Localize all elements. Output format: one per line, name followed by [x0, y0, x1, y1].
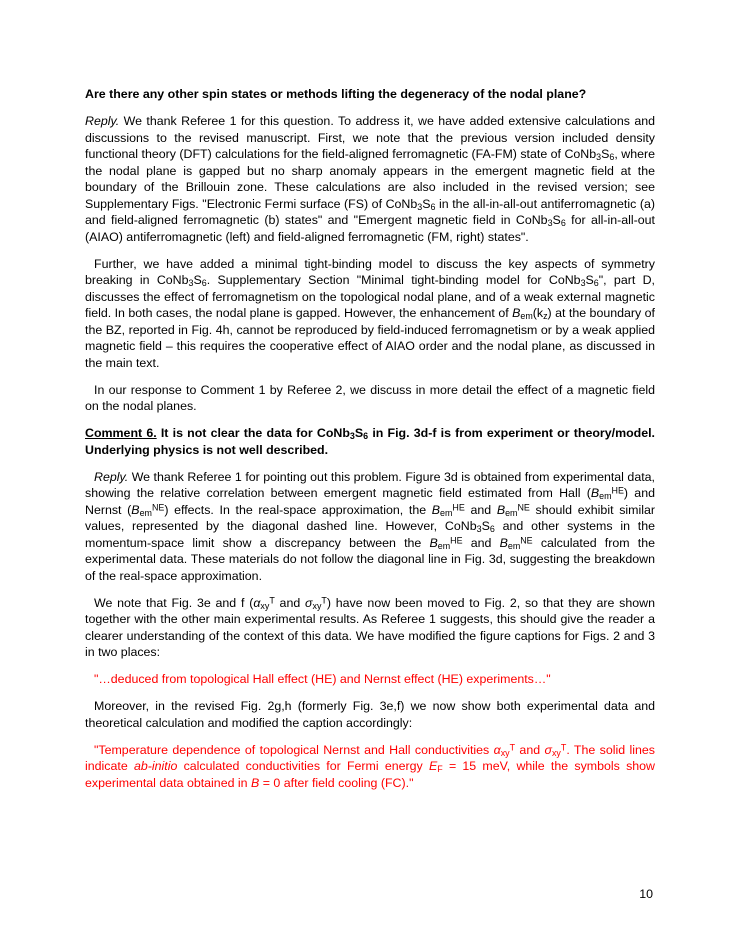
text-run: "…deduced from topological Hall effect (HE) and Nernst effect (HE) experiments…" — [94, 672, 551, 686]
text-run: HE — [611, 485, 624, 496]
text-run: = 0 after field cooling (FC)." — [259, 775, 414, 790]
text-run: em — [507, 540, 521, 551]
text-run: α — [253, 595, 261, 610]
text-run: 3 — [417, 201, 423, 212]
text-run: em — [520, 310, 533, 321]
text-run: and — [274, 595, 306, 610]
text-run: ) at the boundary of the BZ, reported in Fig. 4h, cannot be reproduced by field-induced ferromagnetism or by a weak applied magnetic field – this requires the cooperative effect of AIAO order and the nodal plane, as discussed in the main text. — [85, 306, 655, 370]
text-run: em — [437, 540, 451, 551]
text-run: Reply. — [94, 469, 129, 484]
text-run: In our response to Comment 1 by Referee 2, we discuss in more detail the effect of a magnetic field on the nodal planes. — [85, 382, 655, 413]
text-run: calculated conductivities for Fermi energy — [177, 759, 429, 773]
text-run: ) and Nernst ( — [85, 486, 655, 517]
text-run: 3 — [188, 277, 194, 288]
text-run: 6 — [430, 201, 436, 212]
text-run: "Temperature dependence of topological Nernst and Hall conductivities — [94, 742, 494, 757]
text-run: E — [428, 759, 438, 773]
text-run: ) effects. In the real-space approximation, the — [164, 502, 432, 517]
text-run: B — [251, 775, 260, 790]
text-run: . Supplementary Section "Minimal tight-binding model for CoNb — [206, 273, 581, 287]
reply-paragraph — [85, 256, 655, 372]
text-run: B — [431, 502, 441, 517]
reply-paragraph — [85, 382, 655, 415]
text-run: 3 — [476, 523, 482, 534]
text-run: T — [321, 594, 327, 605]
reply-paragraph — [85, 595, 655, 661]
text-run: xy — [551, 747, 561, 758]
text-run: 6 — [609, 151, 615, 162]
text-run: xy — [260, 600, 270, 611]
text-run: 3 — [580, 277, 586, 288]
document-content — [85, 86, 655, 802]
text-run: HE — [452, 501, 465, 512]
text-run: B — [429, 535, 438, 550]
text-run: in the all-in-all-out antiferromagnetic (a) and field-aligned ferromagnetic (b) states" and "Emergent magnetic field in CoNb — [85, 196, 655, 227]
text-run: xy — [500, 747, 510, 758]
text-run: em — [440, 507, 453, 518]
text-run: and — [464, 502, 497, 517]
text-run: σ — [544, 742, 552, 757]
text-run: B — [590, 486, 600, 500]
text-run: NE — [517, 501, 530, 512]
text-run: 6 — [363, 430, 369, 441]
text-run: Moreover, in the revised Fig. 2g,h (formerly Fig. 3e,f) we now show both experimental data and theoretical calculation and modified the caption accordingly: — [85, 699, 655, 730]
text-run: Reply. — [85, 114, 120, 128]
text-run: should exhibit similar values, represented by the diagonal dashed line. However, CoNb — [85, 502, 655, 533]
text-run: and — [462, 535, 500, 550]
text-run: = 15 meV, while the symbols show experimental data obtained in — [85, 759, 655, 790]
text-run: S — [601, 147, 610, 161]
reply-paragraph — [85, 113, 655, 245]
text-run: calculated from the experimental data. These materials do not follow the diagonal line in Fig. 3d, suggesting the breakdown of the real-space approximation. — [85, 535, 655, 583]
comment-6-heading — [85, 425, 655, 458]
text-run: and — [515, 742, 545, 757]
text-run: em — [599, 490, 612, 501]
text-run: 3 — [547, 217, 553, 228]
text-run: ) have now been moved to Fig. 2, so that they are shown together with the other main experimental results. As Referee 1 suggests, this should give the reader a clearer understanding of the context of this data. We have modified the figure captions for Figs. 2 and 3 in two places: — [85, 595, 655, 659]
text-run: em — [505, 507, 518, 518]
reply-paragraph — [85, 469, 655, 585]
text-run: 3 — [596, 151, 602, 162]
text-run: S — [354, 426, 364, 440]
text-run: Are there any other spin states or methods lifting the degeneracy of the nodal plane? — [85, 87, 587, 101]
text-run: T — [269, 594, 275, 605]
text-run: B — [512, 306, 521, 320]
text-run: B — [499, 535, 508, 550]
text-run: z — [543, 310, 548, 321]
text-run: . The solid lines indicate — [85, 742, 655, 773]
text-run: B — [131, 502, 140, 517]
text-run: 6 — [593, 277, 599, 288]
text-run: (k — [532, 306, 544, 320]
text-run: in Fig. 3d-f is from experiment or theory/model. Underlying physics is not well described. — [85, 426, 655, 457]
text-run: Further, we have added a minimal tight-binding model to discuss the key aspects of symmetry breaking in CoNb — [85, 256, 655, 287]
text-run: , where the nodal plane is gapped but no sharp anomaly appears in the emergent magnetic field at the boundary of the Brillouin zone. These calculations are also included in the revised version; see Supplementary Figs. "Electronic Fermi surface (FS) of CoNb — [85, 147, 655, 211]
text-run: S — [585, 273, 594, 287]
text-run: We thank Referee 1 for this question. To address it, we have added extensive calculations and discussions to the revised manuscript. First, we note that the previous version included density functional theory (DFT) calculations for the field-aligned ferromagnetic (FA-FM) state of CoNb — [85, 114, 655, 161]
text-run: Comment 6. — [85, 426, 157, 440]
text-run: HE — [450, 534, 463, 545]
text-run: 6 — [560, 217, 566, 228]
text-run: S — [552, 213, 561, 227]
text-run: ", part D, discusses the effect of ferromagnetism on the topological nodal plane, and of a weak external magnetic field. In both cases, the nodal plane is gapped. However, the enhancement of — [85, 273, 655, 320]
text-run: We thank Referee 1 for pointing out this problem. Figure 3d is obtained from experimental data, showing the relative correlation between emergent magnetic field estimated from Hall ( — [85, 469, 655, 500]
text-run: F — [437, 763, 443, 774]
text-run: σ — [305, 595, 313, 610]
text-run: 6 — [489, 523, 495, 534]
revised-caption-quote — [85, 742, 655, 792]
text-run: α — [493, 742, 501, 757]
referee-question-heading — [85, 86, 655, 103]
revised-caption-quote — [85, 671, 655, 688]
text-run: S — [422, 196, 431, 211]
text-run: 6 — [201, 277, 207, 288]
text-run: T — [560, 741, 567, 752]
text-run: S — [481, 519, 490, 533]
text-run: We note that Fig. 3e and f ( — [94, 595, 254, 610]
text-run: xy — [312, 600, 322, 611]
text-run: S — [193, 273, 202, 287]
text-run: ab-initio — [133, 759, 178, 773]
text-run: T — [509, 741, 516, 752]
reply-paragraph — [85, 698, 655, 731]
text-run: 3 — [349, 430, 355, 441]
text-run: NE — [151, 501, 165, 512]
text-run: NE — [520, 534, 533, 545]
text-run: for all-in-all-out (AIAO) antiferromagnetic (left) and field-aligned ferromagnetic (FM, right) states". — [85, 213, 656, 244]
text-run: B — [496, 502, 506, 517]
page-number: 10 — [639, 887, 653, 901]
text-run: It is not clear the data for CoNb — [156, 426, 350, 440]
text-run: and other systems in the momentum-space limit show a discrepancy between the — [85, 519, 655, 550]
text-run: em — [139, 507, 152, 518]
